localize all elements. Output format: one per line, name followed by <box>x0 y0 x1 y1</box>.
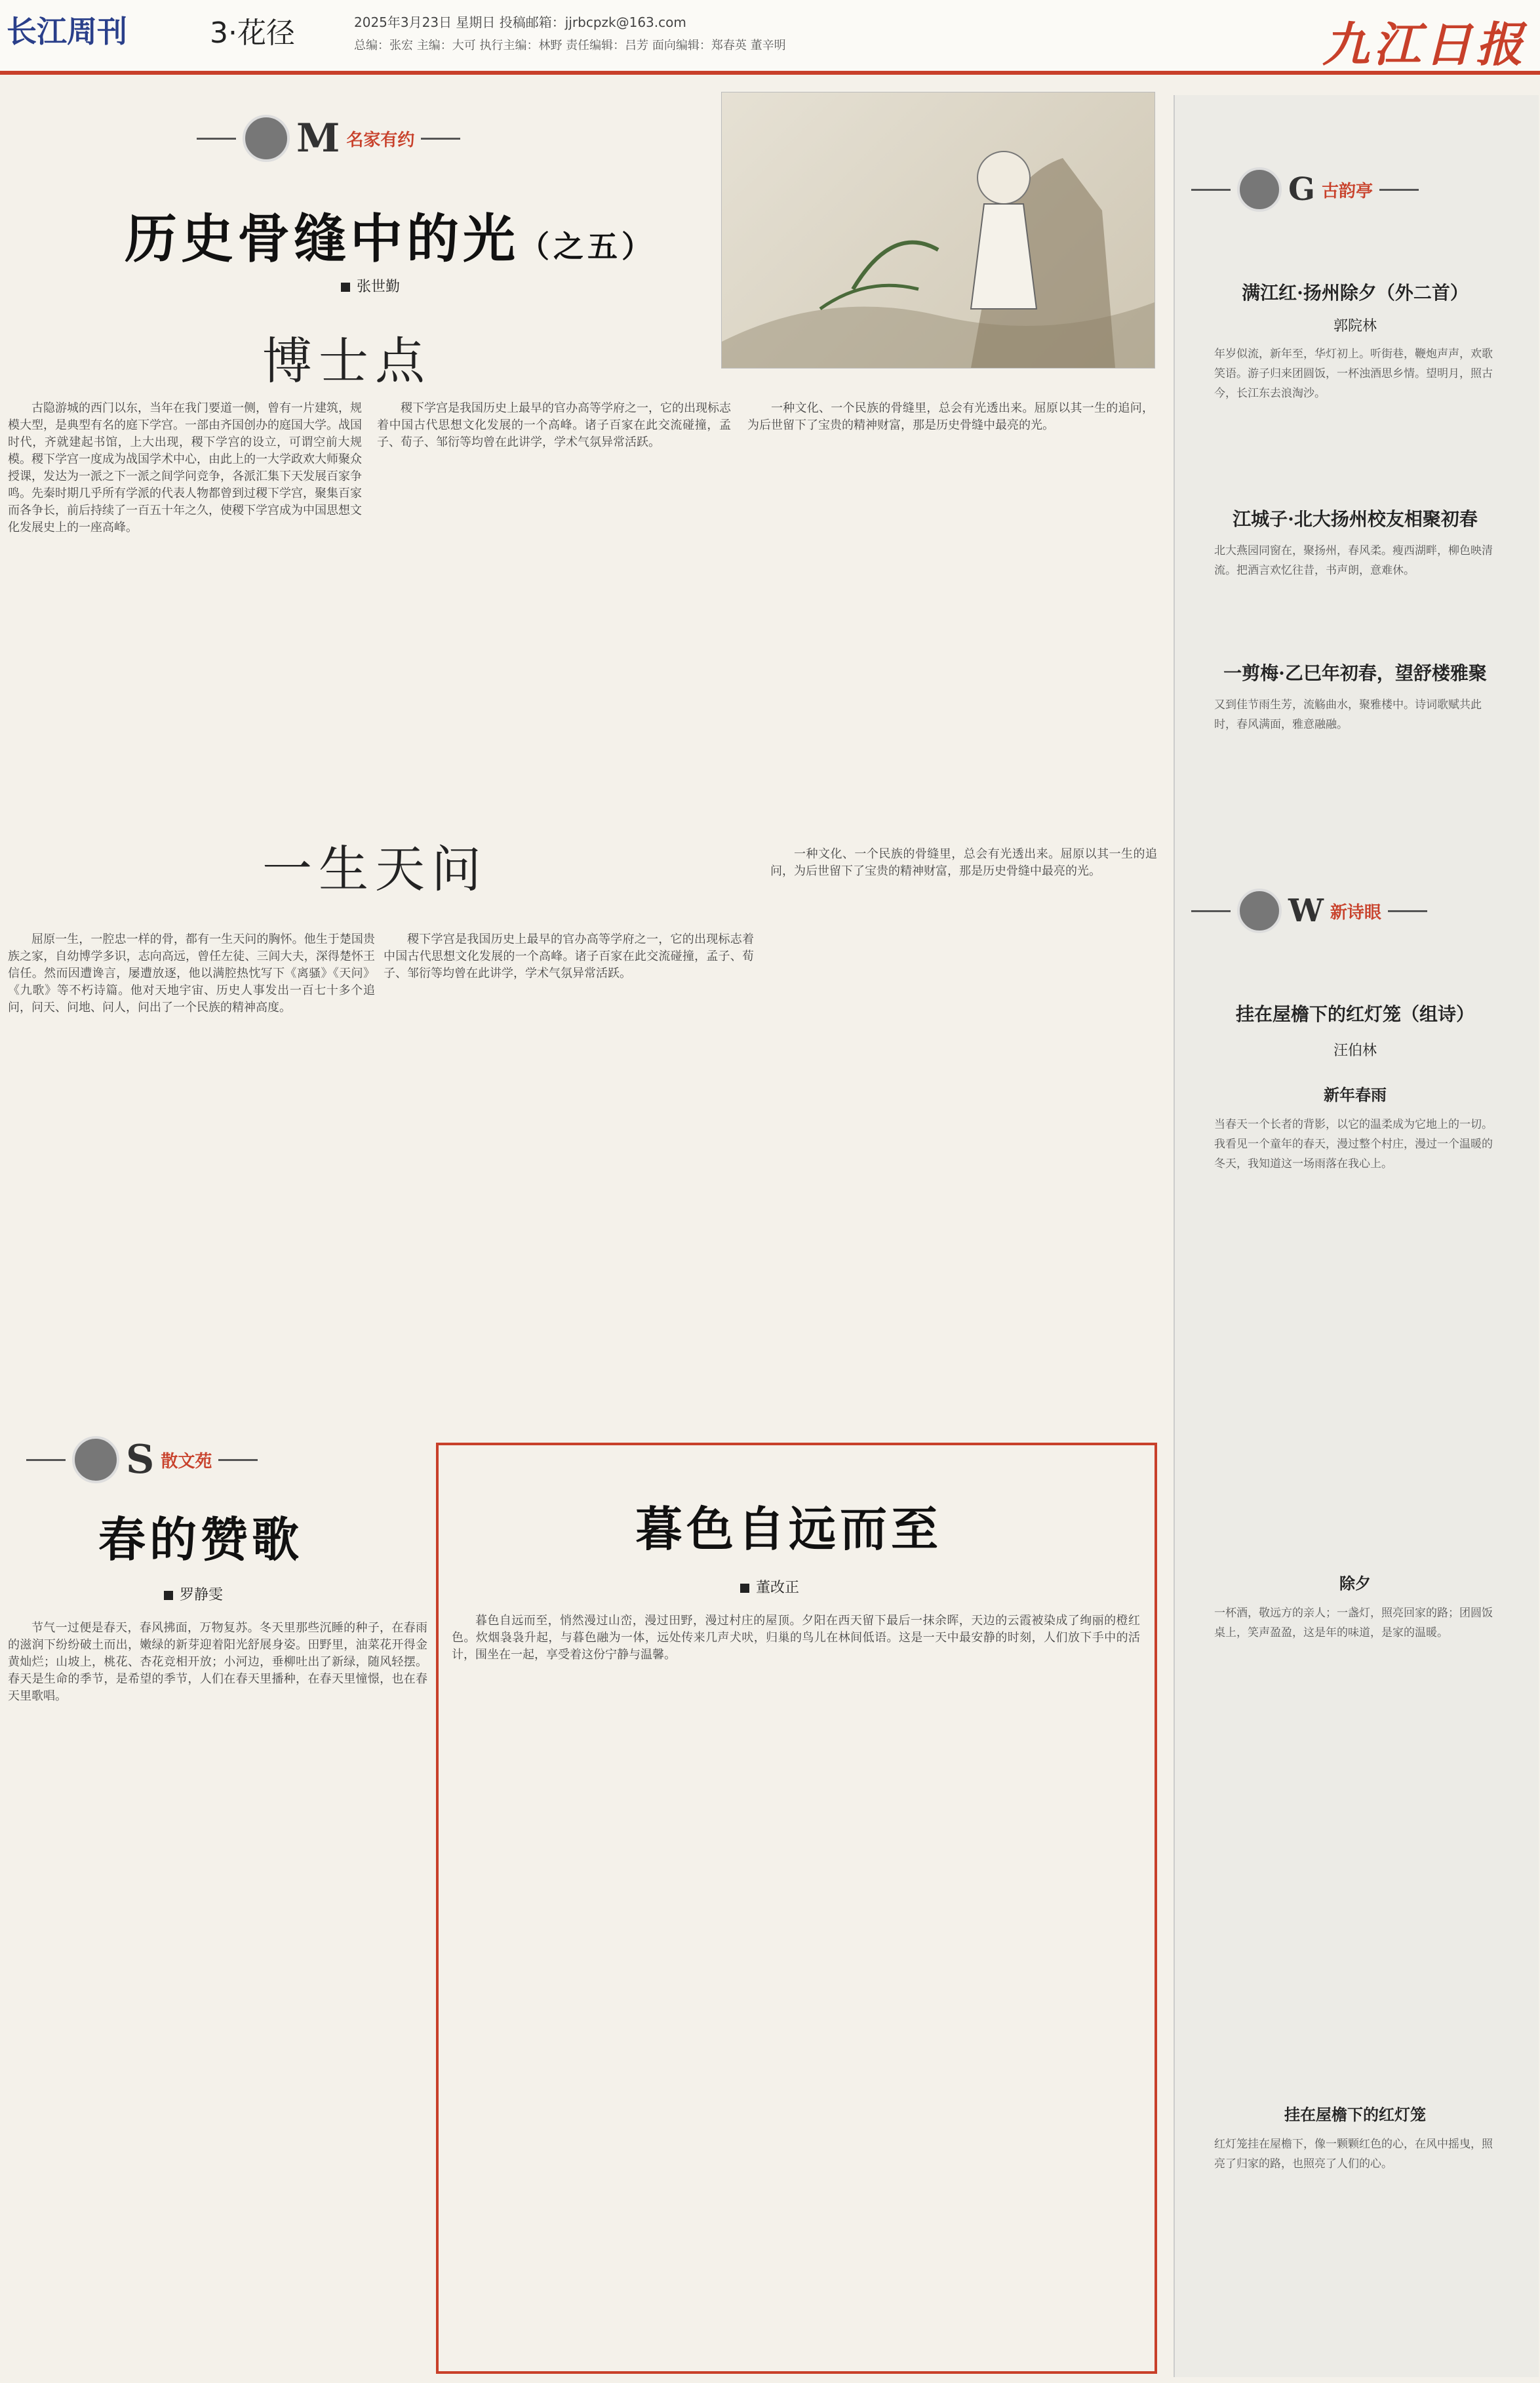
featured-essay-title: 暮色自远而至 <box>635 1501 943 1557</box>
byline-author: 罗静雯 <box>180 1587 224 1603</box>
poem-title: 满江红·扬州除夕（外二首） <box>1242 282 1469 304</box>
byline-marker-icon <box>740 1584 749 1593</box>
meta-line: 2025年3月23日 星期日 投稿邮箱：jjrbcpzk@163.com <box>354 14 686 30</box>
poem-text: 一杯酒，敬远方的亲人；一盏灯，照亮回家的路；团圆饭桌上，笑声盈盈，这是年的味道，是家的温暖。 <box>1214 1607 1493 1639</box>
article-byline <box>341 275 400 296</box>
banner-emblem-icon <box>243 115 290 162</box>
featured-essay-body <box>452 1612 1140 2360</box>
poem-text: 又到佳节雨生芳，流觞曲水，聚雅楼中。诗词歌赋共此时，春风满面，雅意融融。 <box>1214 698 1482 731</box>
banner-rule <box>1379 189 1419 191</box>
scholar-illustration <box>721 92 1155 369</box>
essay-title: 春的赞歌 <box>98 1512 304 1567</box>
essay-byline <box>164 1584 223 1604</box>
poetry-sidebar <box>1174 95 1539 2377</box>
paper-logo: 九江日报 <box>1322 16 1527 72</box>
banner-emblem-icon <box>1237 889 1282 933</box>
essay-body <box>8 1620 427 2374</box>
byline-author: 张世勤 <box>357 279 401 295</box>
paragraph: 屈原一生，一腔忠一样的骨，都有一生天问的胸怀。他生于楚国贵族之家，自幼博学多识，志向高远，曾任左徒、三闾大夫，深得楚怀王信任。然而因遭谗言，屡遭放逐，他以满腔热忱写下《离骚》《天问》《九歌》等不朽诗篇。他对天地宇宙、历史人事发出一百七十多个追问，问天、问地、问人，问出了一个民族的精神高度。 <box>8 932 375 1014</box>
banner-emblem-icon <box>72 1436 119 1483</box>
banner-rule <box>26 1459 66 1461</box>
poem-title: 挂在屋檐下的红灯笼（组诗） <box>1235 1003 1474 1025</box>
ink-painting-icon <box>722 92 1155 368</box>
editor-line: 总编：张宏 主编：大可 执行主编：林野 责任编辑：吕芳 面向编辑：郑春英 董辛明 <box>354 39 786 52</box>
banner-rule <box>197 138 236 140</box>
column-banner-xinshi <box>1191 889 1427 933</box>
byline-marker-icon <box>164 1591 173 1600</box>
paragraph: 节气一过便是春天，春风拂面，万物复苏。冬天里那些沉睡的种子，在春雨的滋润下纷纷破土而出，嫩绿的新芽迎着阳光舒展身姿。田野里，油菜花开得金黄灿烂；山坡上，桃花、杏花竞相开放；小河边，垂柳吐出了新绿，随风轻摆。春天是生命的季节，是希望的季节，人们在春天里播种，在春天里憧憬，也在春天里歌唱。 <box>8 1621 427 1703</box>
article-title-text: 历史骨缝中的光 <box>125 208 519 270</box>
section-title-boshidian: 博士点 <box>262 332 431 390</box>
article-column-6 <box>770 846 1157 1377</box>
section-title-yishengtianwen: 一生天问 <box>262 840 488 898</box>
banner-emblem-icon <box>1237 167 1282 212</box>
column-banner-sanwen <box>26 1436 258 1483</box>
poem-title: 江城子·北大扬州校友相聚初春 <box>1233 508 1478 530</box>
column-banner-mingjia <box>197 115 460 162</box>
paragraph: 古隐游城的西门以东，当年在我门要道一侧，曾有一片建筑，规模大型，是典型有名的庭下学宫。一部由齐国创办的庭国大学。战国时代，齐就建起书馆，上大出现，稷下学宫的设立，可谓空前大规模。稷下学宫一度成为战国学术中心，由此上的一大学政欢大师聚众授课，发达为一派之下一派之间学问竞争，各派汇集下天发展百家争鸣。先秦时期几乎所有学派的代表人物都曾到过稷下学宫，聚集百家而各争长，前后持续了一百五十年之久，使稷下学宫成为中国思想文化发展史上的一座高峰。 <box>8 401 362 534</box>
byline-marker-icon <box>341 283 350 292</box>
paragraph: 一种文化、一个民族的骨缝里，总会有光透出来。屈原以其一生的追问，为后世留下了宝贵的精神财富，那是历史骨缝中最亮的光。 <box>770 847 1157 878</box>
banner-letter: S <box>126 1437 155 1483</box>
banner-rule <box>1191 910 1231 912</box>
column-banner-guyun <box>1191 167 1419 212</box>
featured-essay-box <box>436 1443 1157 2374</box>
paragraph: 一种文化、一个民族的骨缝里，总会有光透出来。屈原以其一生的追问，为后世留下了宝贵的精神财富，那是历史骨缝中最亮的光。 <box>747 401 1154 432</box>
banner-subtitle: 名家有约 <box>346 130 415 150</box>
poem-subtitle: 除夕 <box>1339 1574 1371 1593</box>
article-column-3 <box>747 400 1154 787</box>
poem-text: 北大燕园同窗在，聚扬州，春风柔。瘦西湖畔，柳色映清流。把酒言欢忆往昔，书声朗，意难休。 <box>1214 544 1493 577</box>
section-name: 长江周刊 <box>7 14 127 49</box>
paragraph: 稷下学宫是我国历史上最早的官办高等学府之一，它的出现标志着中国古代思想文化发展的一个高峰。诸子百家在此交流碰撞，孟子、荀子、邹衍等均曾在此讲学，学术气氛异常活跃。 <box>377 401 731 449</box>
poem-text: 当春天一个长者的背影，以它的温柔成为它地上的一切。我看见一个童年的春天，漫过整个村庄，漫过一个温暖的冬天，我知道这一场雨落在我心上。 <box>1214 1118 1493 1171</box>
banner-rule <box>421 138 460 140</box>
masthead <box>0 0 1540 75</box>
banner-letter: W <box>1288 892 1324 929</box>
poem-author: 汪伯林 <box>1333 1043 1377 1059</box>
poem-subtitle: 挂在屋檐下的红灯笼 <box>1284 2105 1426 2124</box>
poem-author: 郭院林 <box>1333 318 1377 334</box>
paragraph: 暮色自远而至，悄然漫过山峦，漫过田野，漫过村庄的屋顶。夕阳在西天留下最后一抹余晖，天边的云霞被染成了绚丽的橙红色。炊烟袅袅升起，与暮色融为一体，远处传来几声犬吠，归巢的鸟儿在林间低语。这是一天中最安静的时刻，人们放下手中的活计，围坐在一起，享受着这份宁静与温馨。 <box>452 1614 1140 1662</box>
poem-text: 年岁似流，新年至，华灯初上。听街巷，鞭炮声声，欢歌笑语。游子归来团圆饭，一杯浊酒思乡情。望明月，照古今，长江东去浪淘沙。 <box>1214 348 1493 400</box>
article-column-4 <box>8 931 375 1377</box>
article-column-2 <box>377 400 731 793</box>
byline-author: 董改正 <box>756 1580 800 1596</box>
poem-subtitle: 新年春雨 <box>1324 1085 1387 1104</box>
article-column-1 <box>8 400 362 793</box>
banner-letter: G <box>1288 171 1315 208</box>
banner-rule <box>218 1459 258 1461</box>
banner-subtitle: 古韵亭 <box>1322 181 1373 201</box>
article-title-suffix: （之五） <box>519 229 656 264</box>
poem-title: 一剪梅·乙巳年初春，望舒楼雅聚 <box>1223 662 1487 684</box>
featured-essay-byline <box>740 1576 799 1597</box>
banner-subtitle: 新诗眼 <box>1330 902 1381 923</box>
banner-rule <box>1191 189 1231 191</box>
banner-rule <box>1388 910 1427 912</box>
article-column-5 <box>384 931 754 1377</box>
article-title <box>125 197 656 272</box>
page-label: 3·花径 <box>210 16 295 50</box>
banner-letter: M <box>296 115 340 161</box>
poem-text: 红灯笼挂在屋檐下，像一颗颗红色的心，在风中摇曳，照亮了归家的路，也照亮了人们的心。 <box>1214 2138 1493 2171</box>
paragraph: 稷下学宫是我国历史上最早的官办高等学府之一，它的出现标志着中国古代思想文化发展的一个高峰。诸子百家在此交流碰撞，孟子、荀子、邹衍等均曾在此讲学，学术气氛异常活跃。 <box>384 932 754 980</box>
banner-subtitle: 散文苑 <box>161 1451 212 1472</box>
